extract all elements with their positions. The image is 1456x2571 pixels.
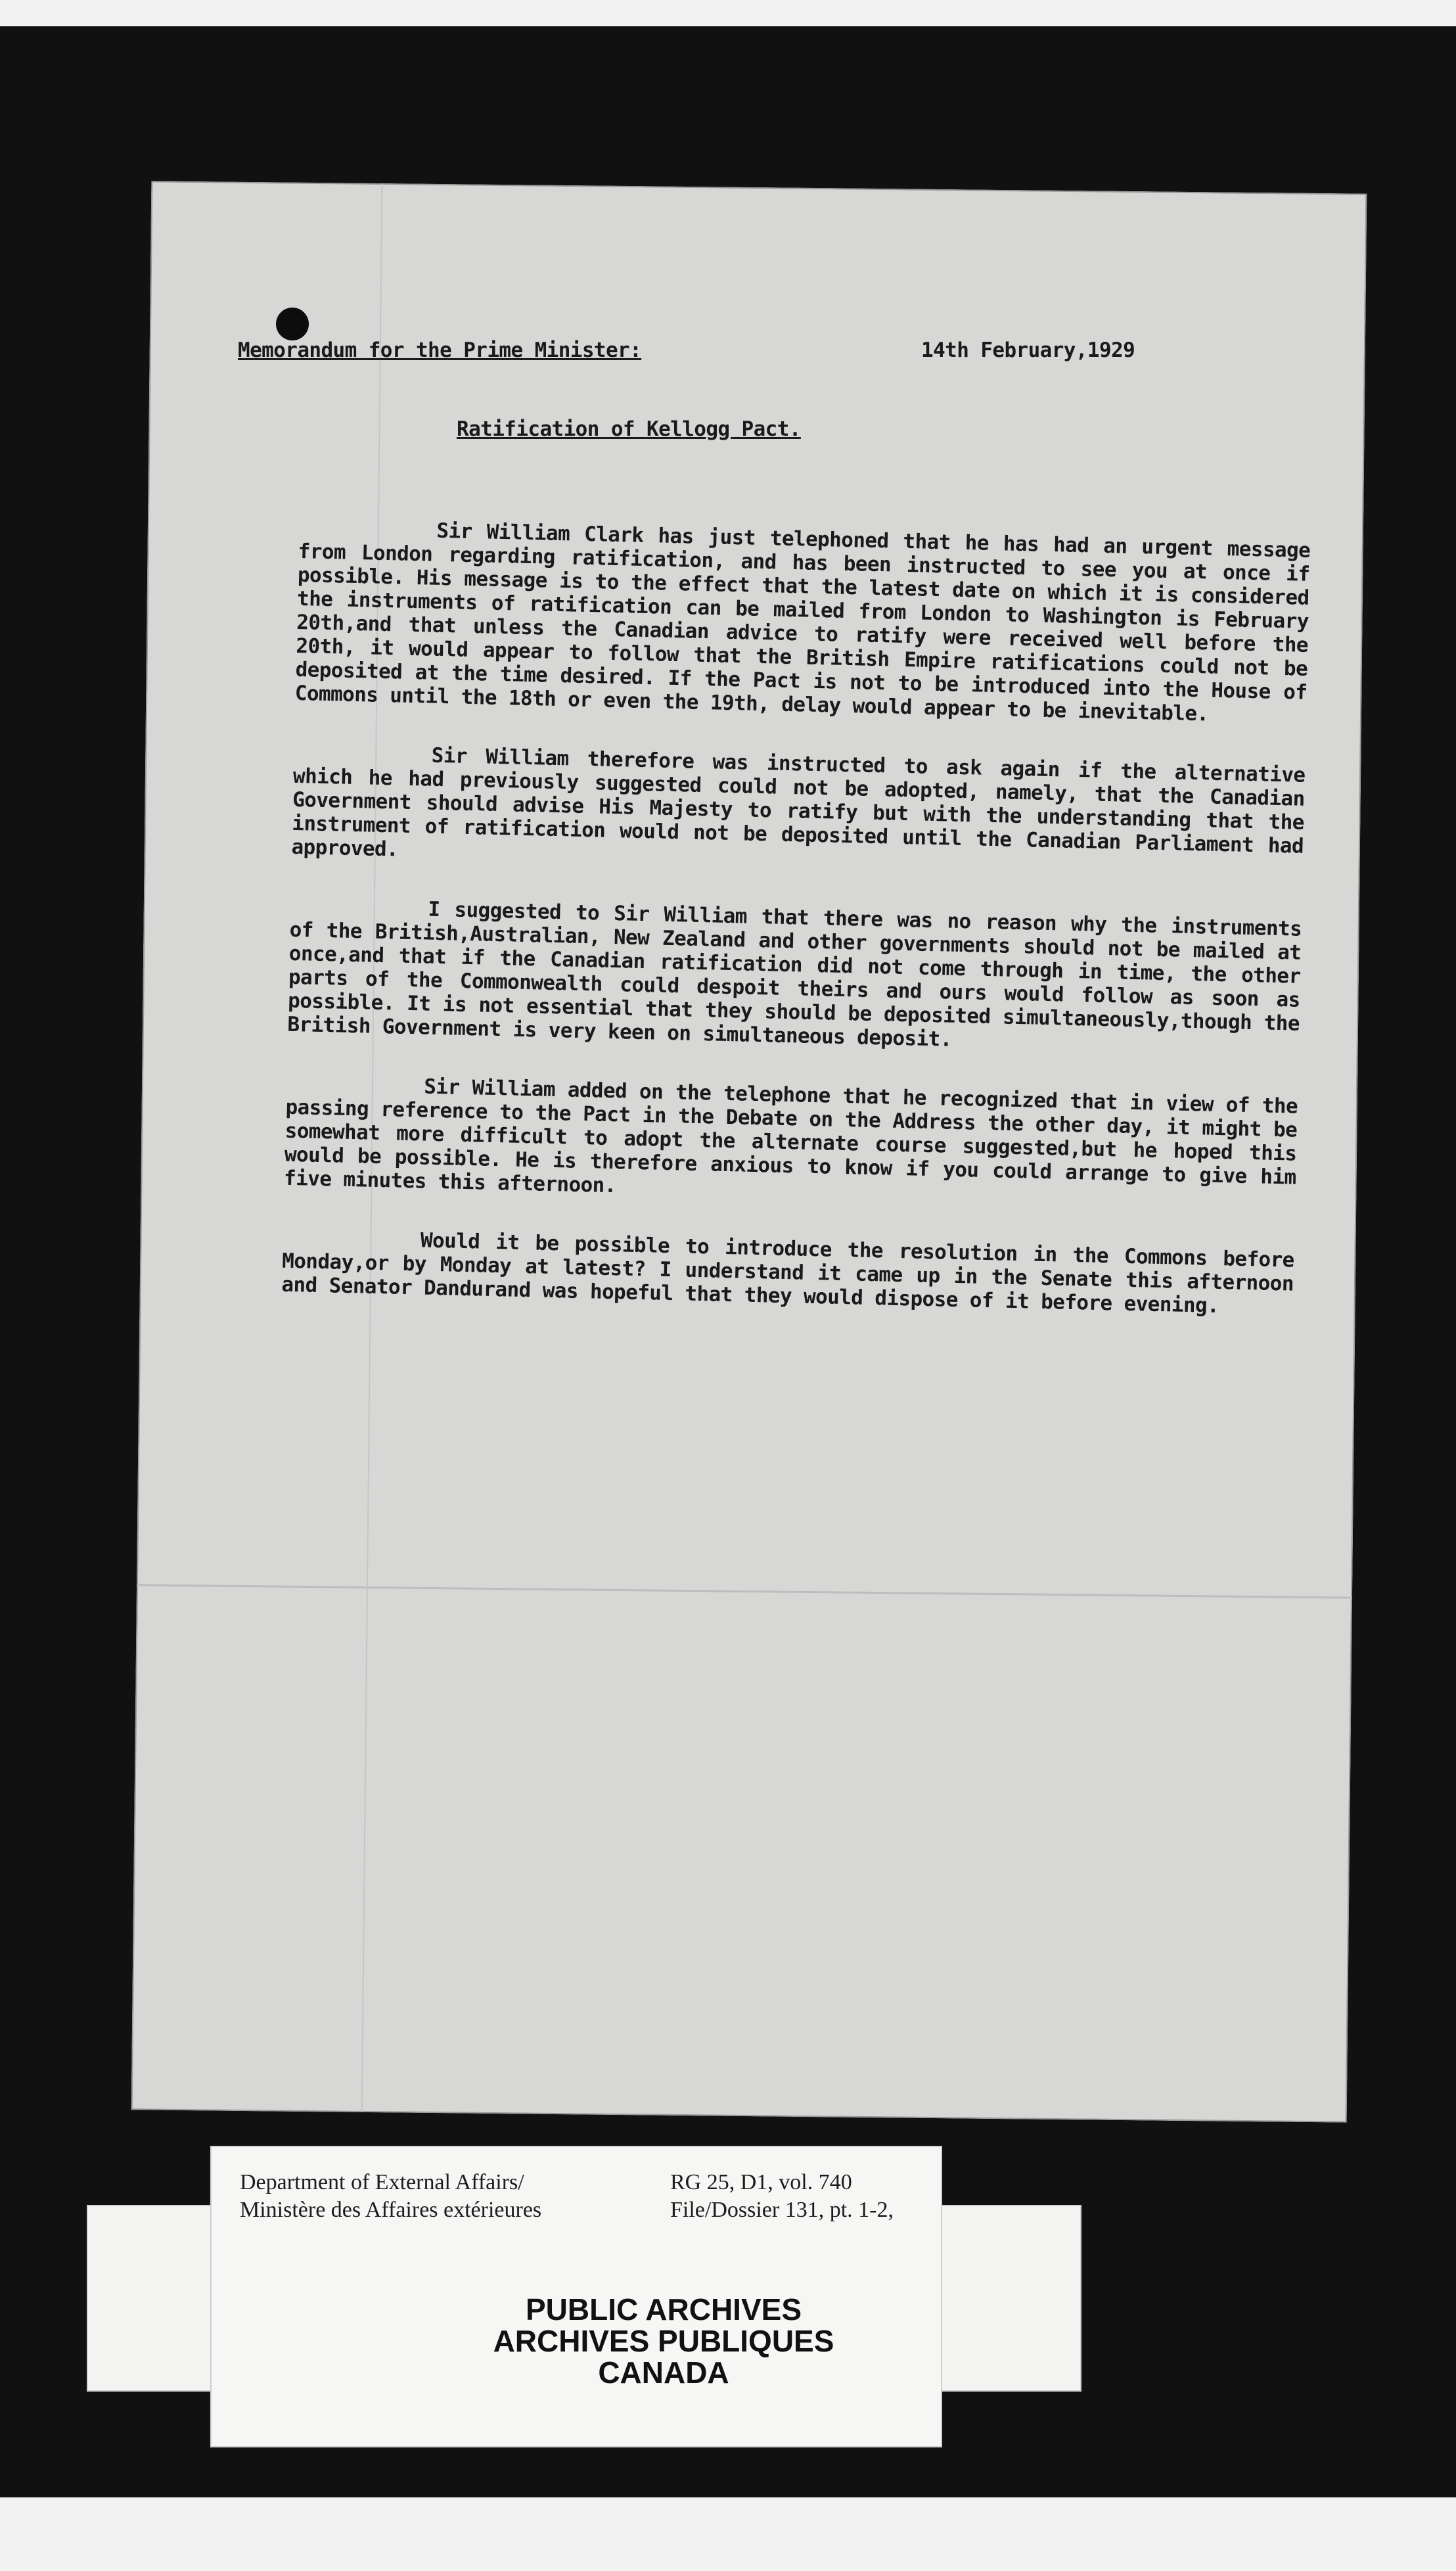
department-stamp — [240, 2169, 541, 2224]
memo-subject: Ratification of Kellogg Pact. — [457, 417, 801, 441]
memo-date: 14th February,1929 — [921, 338, 1135, 362]
memo-addressee: Memorandum for the Prime Minister: — [238, 338, 642, 362]
memo-paragraph: Sir William therefore was instructed to ask again if the alternative which he had previously suggested could not be adopted, namely, that the Canadian Government should advise His Majesty to ratify but with the understanding that the instrument of ratification would not be deposited until the Canadian Parliament had approved. — [291, 743, 1306, 862]
archives-stamp — [368, 2294, 959, 2388]
memo-header — [238, 338, 1223, 362]
fold-line — [137, 1584, 1352, 1598]
archives-country: CANADA — [598, 2355, 729, 2390]
memo-paragraph: Would it be possible to introduce the resolution in the Commons before Monday,or by Monday at latest? I understand it came up in the Senate this afternoon and Senator Dandurand was hopeful that they would dispose of it before evening. — [281, 1228, 1295, 1318]
reference-stamp — [670, 2169, 894, 2224]
department-fr: Ministère des Affaires extérieures — [240, 2198, 542, 2222]
file-number: File/Dossier 131, pt. 1-2, — [670, 2198, 894, 2222]
memo-paragraph: I suggested to Sir William that there was no reason why the instruments of the British,Australian, New Zealand and other governments should not be mailed at once,and that if the Canadian ratification did not come through in time, the other parts of the Commonwealth could despoit theirs and ours would follow as soon as possible. It is not essential that they should be deposited simultaneously,though the British Government is very keen on simultaneous deposit. — [287, 897, 1302, 1052]
archives-fr: ARCHIVES PUBLIQUES — [493, 2324, 834, 2358]
punch-hole — [276, 308, 309, 340]
archives-en: PUBLIC ARCHIVES — [526, 2292, 802, 2327]
department-en: Department of External Affairs/ — [240, 2170, 524, 2194]
memo-body — [281, 516, 1311, 1355]
memo-paragraph: Sir William added on the telephone that he recognized that in view of the passing reference to the Pact in the Debate on the Address the other day, it might be somewhat more difficult to adopt the alternate course suggested,but he hoped this would be possible. He is therefore anxious to know if you could arrange to give him five minutes this afternoon. — [283, 1075, 1298, 1198]
record-group: RG 25, D1, vol. 740 — [670, 2170, 852, 2194]
memo-paragraph: Sir William Clark has just telephoned that he has had an urgent message from London regarding ratification, and has been instructed to see you at once if possible. His message is to the effect that the latest date on which it is considered the instruments of ratification can be mailed from London to Washington is February 20th,and that unless the Canadian advice to ratify were received well before the 20th, it would appear to follow that the British Empire ratifications could not be deposited at the time desired. If the Pact is not to be introduced into the House of Commons until the 18th or even the 19th, delay would appear to be inevitable. — [294, 519, 1311, 726]
